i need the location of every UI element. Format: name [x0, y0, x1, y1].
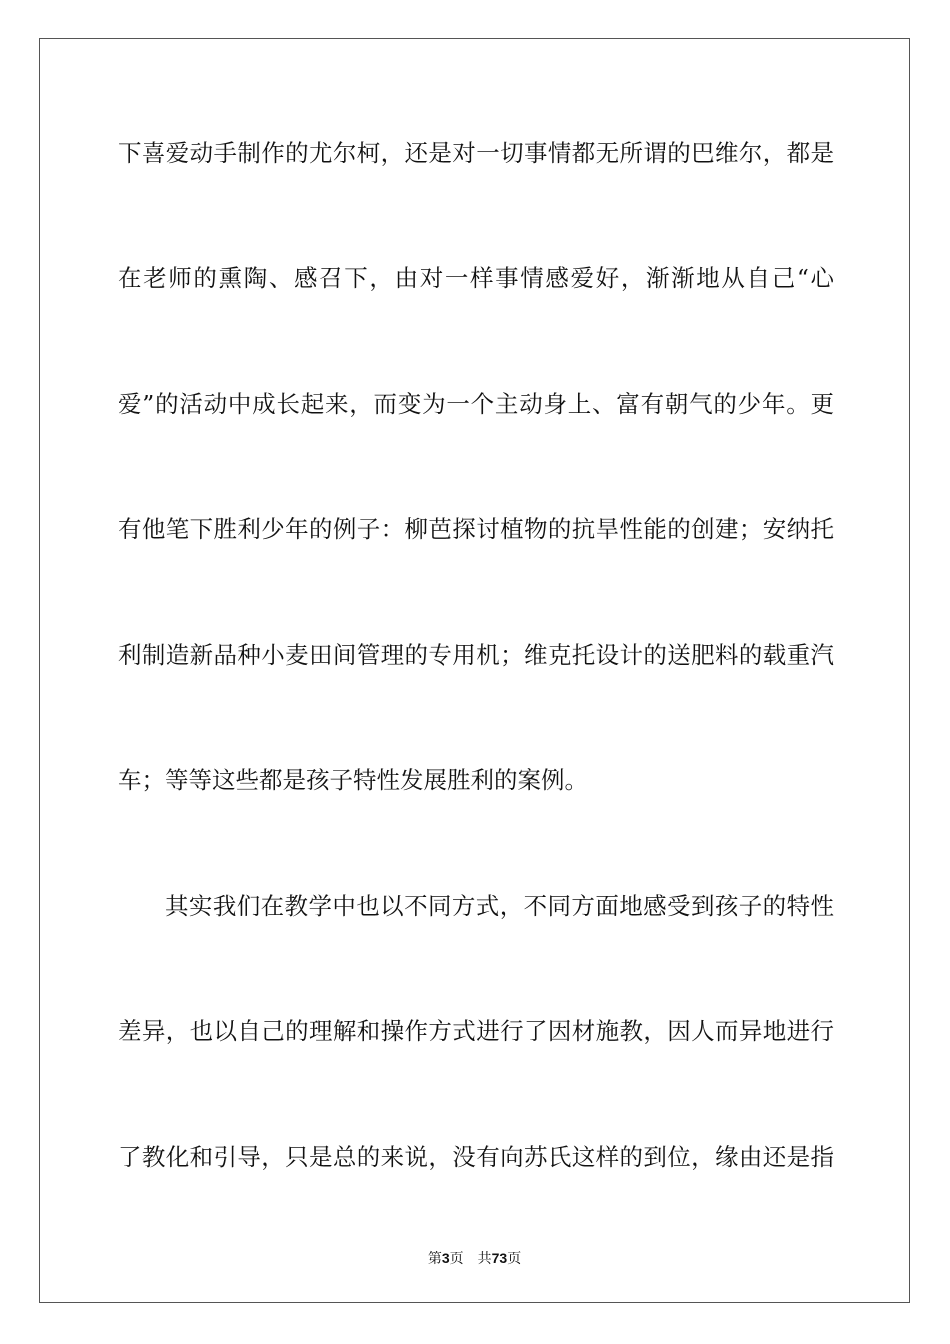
page-number: 3 — [441, 1250, 450, 1266]
text-line-4: 有他笔下胜利少年的例子：柳芭探讨植物的抗旱性能的创建；安纳托 — [118, 515, 834, 543]
text-line-3: 爱”的活动中成长起来，而变为一个主动身上、富有朝气的少年。更 — [118, 390, 834, 418]
total-pages: 73 — [491, 1250, 508, 1266]
text-line-1: 下喜爱动手制作的尤尔柯，还是对一切事情都无所谓的巴维尔，都是 — [118, 139, 834, 167]
total-suffix: 页 — [507, 1251, 522, 1267]
page-suffix: 页 — [449, 1251, 464, 1267]
document-page — [39, 38, 910, 1303]
text-line-6: 车；等等这些都是孩子特性发展胜利的案例。 — [118, 766, 588, 794]
page-footer — [40, 1248, 909, 1268]
text-line-7: 其实我们在教学中也以不同方式，不同方面地感受到孩子的特性 — [165, 892, 834, 920]
text-line-8: 差异，也以自己的理解和操作方式进行了因材施教，因人而异地进行 — [118, 1017, 834, 1045]
total-prefix: 共 — [477, 1251, 492, 1267]
page-prefix: 第 — [427, 1251, 442, 1267]
text-line-5: 利制造新品种小麦田间管理的专用机；维克托设计的送肥料的载重汽 — [118, 641, 834, 669]
text-line-2: 在老师的熏陶、感召下，由对一样事情感爱好，渐渐地从自己“心 — [118, 264, 834, 292]
text-line-9: 了教化和引导，只是总的来说，没有向苏氏这样的到位，缘由还是指 — [118, 1143, 834, 1171]
